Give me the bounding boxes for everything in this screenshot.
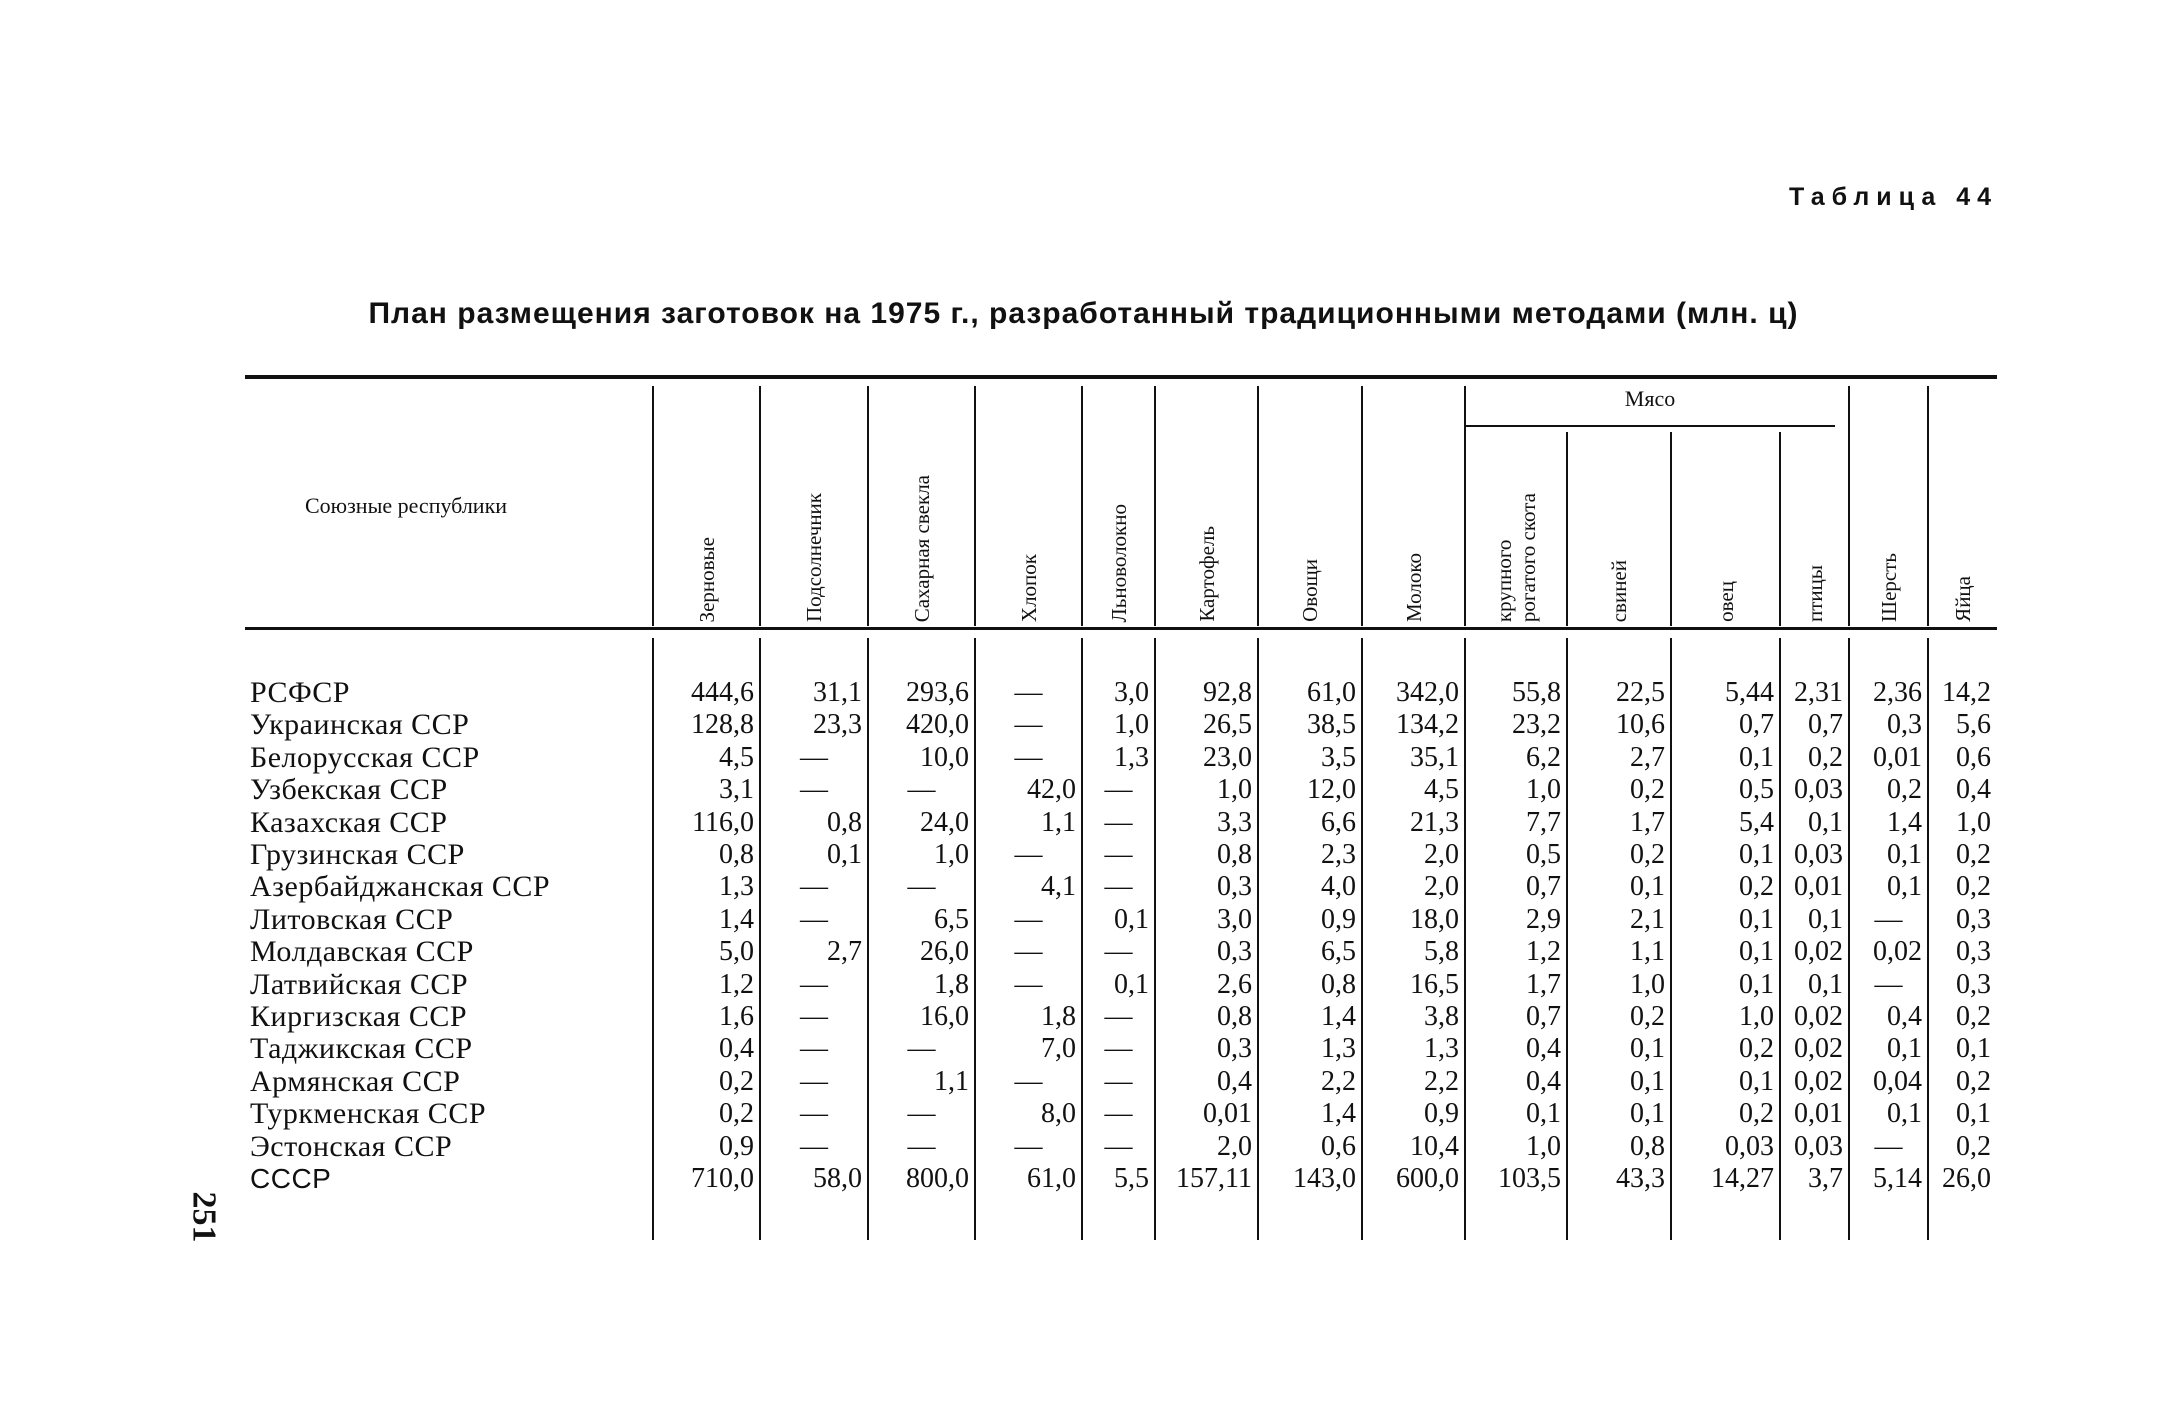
table-cell: 1,3 [1424,1033,1459,1065]
table-cell: 0,2 [1739,871,1774,903]
table-cell: 0,7 [1526,871,1561,903]
column-header-label: Шерсть [1876,552,1901,622]
table-cell: 26,0 [920,936,969,968]
table-cell: 0,4 [1956,774,1991,806]
meat-group-rule [1465,425,1835,427]
table-cell: 0,02 [1794,1001,1843,1032]
table-cell: 0,2 [1739,1098,1774,1130]
table-cell: 0,5 [1739,774,1774,806]
table-cell: 38,5 [1307,709,1356,741]
table-cell: — [1014,903,1043,935]
row-label: Таджикская ССР [250,1032,473,1066]
table-cell: 0,2 [1956,1065,1991,1097]
row-label: Белорусская ССР [250,740,480,774]
table-cell: 600,0 [1396,1163,1459,1194]
table-cell: 0,1 [1956,1033,1991,1065]
table-cell: — [800,1065,828,1097]
table-cell: 3,0 [1217,903,1252,935]
row-label: Латвийская ССР [250,967,469,1001]
table-cell: 2,7 [827,936,862,968]
table-cell: 1,0 [1526,1130,1561,1162]
table-cell: 2,0 [1424,871,1459,903]
table-cell: — [1104,936,1133,968]
table-cell: 0,1 [1630,871,1665,903]
table-cell: 0,01 [1794,871,1843,903]
table-cell: — [1014,709,1043,741]
table-cell: 103,5 [1498,1163,1561,1194]
table-cell: 3,1 [719,774,754,806]
table-cell: — [1014,936,1043,968]
column-header-label: Подсолнечник [802,492,826,622]
column-header-label: Овощи [1298,559,1322,622]
table-cell: — [907,774,936,806]
table-cell: 2,0 [1217,1130,1252,1162]
table-cell: 116,0 [692,806,754,838]
table-cell: 0,1 [1739,741,1774,773]
table-cell: 24,0 [920,806,969,838]
table-cell: 7,7 [1526,806,1561,838]
column-header-grain [653,386,760,622]
table-cell: 1,4 [1321,1098,1356,1130]
table-cell: 0,1 [1887,839,1922,870]
table-cell: 1,1 [1041,806,1076,838]
row-label: Казахская ССР [250,805,448,839]
table-cell: 0,7 [1739,709,1774,741]
table-cell: 18,0 [1410,903,1459,935]
table-cell: — [800,1098,828,1130]
table-cell: 1,0 [1526,774,1561,806]
column-header-eggs [1928,386,1997,622]
row-label: Грузинская ССР [250,838,465,871]
table-cell: 0,03 [1794,1130,1843,1162]
table-cell: 0,01 [1873,741,1922,773]
table-cell: 0,1 [1526,1098,1561,1130]
table-cell: 23,2 [1512,709,1561,741]
column-header-label: Льноволокно [1106,503,1131,622]
table-cell: 0,1 [1887,871,1922,903]
table-cell: — [1104,806,1133,838]
table-cell: 0,02 [1794,936,1843,968]
table-cell: 5,14 [1873,1163,1922,1194]
table-cell: 2,1 [1630,903,1665,935]
table-cell: 61,0 [1307,677,1356,708]
table-cell: 0,7 [1526,1001,1561,1032]
table-cell: 0,2 [1630,774,1665,806]
table-cell: 8,0 [1041,1098,1076,1130]
column-header-sheep [1671,432,1780,622]
table-cell: 1,0 [1956,806,1991,838]
table-cell: 0,9 [1424,1098,1459,1130]
column-header-vegetables [1258,386,1362,622]
table-cell: 293,6 [906,677,969,708]
table-cell: 21,3 [1410,806,1459,838]
table-cell: — [1104,1065,1133,1097]
table-cell: 0,9 [719,1130,754,1162]
table-top-rule [245,375,1997,379]
table-cell: 26,0 [1942,1163,1991,1194]
table-cell: 0,2 [1630,1001,1665,1032]
column-header-label: Хлопок [1016,553,1041,622]
table-cell: 3,7 [1808,1163,1843,1194]
table-cell: 4,1 [1041,871,1076,903]
table-cell: 2,2 [1321,1065,1356,1097]
table-cell: 0,2 [1630,839,1665,870]
table-cell: — [1104,871,1133,903]
table-cell: 128,8 [691,709,754,741]
column-header-cotton [975,386,1082,622]
table-cell: 0,2 [1887,774,1922,806]
table-cell: 710,0 [691,1163,754,1194]
column-header-pigs [1567,432,1671,622]
table-cell: — [907,871,936,903]
table-cell: 0,1 [1114,903,1149,935]
table-cell: — [907,1033,936,1065]
table-cell: 0,3 [1217,1033,1252,1065]
table-cell: 1,0 [1114,709,1149,741]
table-cell: 0,2 [1956,871,1991,903]
table-cell: 16,5 [1410,968,1459,1000]
column-header-label: овец [1713,581,1738,622]
table-cell: 1,1 [934,1065,969,1097]
table-cell: 0,6 [1956,741,1991,773]
table-cell: 1,0 [934,839,969,870]
table-cell: 0,1 [1808,968,1843,1000]
column-header-milk [1362,386,1465,622]
table-cell: 0,1 [1630,1065,1665,1097]
table-cell: 0,2 [719,1065,754,1097]
table-cell: — [800,871,828,903]
table-cell: — [1104,1033,1133,1065]
table-cell: 16,0 [920,1001,969,1032]
table-cell: 0,8 [1217,1001,1252,1032]
table-cell: 12,0 [1307,774,1356,806]
table-cell: — [1874,903,1903,935]
table-cell: 1,0 [1630,968,1665,1000]
table-cell: 0,8 [1217,839,1252,870]
table-cell: 2,6 [1217,968,1252,1000]
table-cell: 1,7 [1526,968,1561,1000]
table-cell: 10,0 [920,741,969,773]
table-cell: 0,3 [1887,709,1922,741]
table-cell: 0,4 [1217,1065,1252,1097]
column-header-label: Молоко [1401,553,1426,622]
table-cell: 61,0 [1027,1163,1076,1194]
table-cell: 0,8 [1630,1130,1665,1162]
table-cell: 1,2 [1526,936,1561,968]
column-header-label: Картофель [1194,526,1219,622]
table-cell: 58,0 [813,1163,862,1194]
row-label: Киргизская ССР [250,1000,468,1033]
table-cell: 0,2 [1739,1033,1774,1065]
table-cell: — [1014,741,1043,773]
table-cell: 1,8 [1041,1001,1076,1032]
table-cell: 14,2 [1942,677,1991,708]
table-cell: 23,3 [813,709,862,741]
table-cell: 0,2 [1956,1001,1991,1032]
table-cell: 1,0 [1739,1001,1774,1032]
table-cell: 4,5 [1424,774,1459,806]
table-cell: 31,1 [813,677,862,708]
table-cell: 0,8 [719,839,754,870]
table-cell: 800,0 [906,1163,969,1194]
table-cell: 2,2 [1424,1065,1459,1097]
table-cell: 0,01 [1794,1098,1843,1130]
table-cell: 0,2 [719,1098,754,1130]
table-cell: 6,5 [934,903,969,935]
column-header-label: крупного рогатого скота [1492,492,1540,622]
table-cell: 143,0 [1293,1163,1356,1194]
table-cell: — [1104,1130,1133,1162]
column-header-poultry [1780,432,1849,622]
table-cell: 1,3 [1321,1033,1356,1065]
row-label: РСФСР [250,676,350,709]
table-cell: 0,1 [1808,903,1843,935]
page-title: План размещения заготовок на 1975 г., разработанный традиционными методами (млн. ц) [368,297,1799,330]
table-cell: 1,1 [1630,936,1665,968]
table-cell: 0,1 [1739,903,1774,935]
table-cell: 5,4 [1739,806,1774,838]
row-label: Узбекская ССР [250,773,448,807]
column-header-label: Зерновые [694,536,719,622]
table-cell: — [1104,839,1133,870]
table-cell: 0,3 [1956,968,1991,1000]
table-cell: 0,1 [1808,806,1843,838]
row-label: Туркменская ССР [250,1097,487,1131]
table-cell: — [1874,1130,1903,1162]
table-cell: — [1104,774,1133,806]
table-cell: 7,0 [1041,1033,1076,1065]
table-cell: 1,2 [719,968,754,1000]
table-cell: 1,0 [1217,774,1252,806]
table-cell: — [907,1098,936,1130]
column-header-cattle [1465,432,1567,622]
column-header-potato [1155,386,1258,622]
meat-group-label: Мясо [1624,386,1676,411]
row-label: Армянская ССР [250,1064,461,1098]
column-header-sugarbeet [868,386,975,622]
table-cell: 5,0 [719,936,754,968]
table-cell: 2,31 [1794,677,1843,708]
table-cell: 23,0 [1203,741,1252,773]
table-cell: 0,2 [1956,839,1991,870]
table-cell: 1,4 [719,903,754,935]
table-cell: — [1874,968,1903,1000]
page-number: 251 [185,1191,223,1243]
table-cell: 0,2 [1808,741,1843,773]
table-cell: 5,5 [1114,1163,1149,1194]
table-cell: — [800,1130,828,1162]
table-cell: 0,02 [1873,936,1922,968]
table-cell: 0,1 [1739,968,1774,1000]
table-cell: — [800,774,828,806]
row-header-label: Союзные республики [305,493,508,518]
table-cell: 134,2 [1396,709,1459,741]
table-cell: 0,9 [1321,903,1356,935]
column-header-flax [1082,386,1155,622]
table-cell: 0,7 [1808,709,1843,741]
table-cell: 35,1 [1410,741,1459,773]
table-cell: 0,4 [1526,1065,1561,1097]
table-cell: 10,6 [1616,709,1665,741]
table-cell: 1,8 [934,968,969,1000]
table-cell: — [800,903,828,935]
table-cell: 3,3 [1217,806,1252,838]
table-cell: 0,6 [1321,1130,1356,1162]
table-cell: 0,01 [1203,1098,1252,1130]
table-cell: 0,1 [1739,839,1774,870]
table-cell: 42,0 [1027,774,1076,806]
table-cell: 0,03 [1794,774,1843,806]
column-header-label: свиней [1607,559,1631,622]
table-cell: 0,1 [1114,968,1149,1000]
table-cell: 2,36 [1873,677,1922,708]
table-cell: 1,7 [1630,806,1665,838]
table-cell: — [800,968,828,1000]
table-cell: 2,3 [1321,839,1356,870]
table-header-rule [245,627,1997,630]
row-label: Эстонская ССР [250,1129,453,1163]
table-cell: 0,1 [1739,1065,1774,1097]
table-cell: 2,7 [1630,741,1665,773]
table-cell: 0,1 [1630,1033,1665,1065]
table-cell: 1,6 [719,1001,754,1032]
table-cell: 0,03 [1725,1130,1774,1162]
table-cell: 0,4 [1526,1033,1561,1065]
table-cell: 22,5 [1616,677,1665,708]
table-cell: 0,1 [1630,1098,1665,1130]
table-cell: 0,3 [1956,903,1991,935]
table-cell: 10,4 [1410,1130,1459,1162]
column-header-label: птицы [1802,564,1827,622]
table-cell: — [1014,1065,1043,1097]
row-label: Литовская ССР [250,902,454,936]
table-cell: 0,4 [1887,1001,1922,1032]
table-cell: 0,1 [1887,1033,1922,1065]
table-cell: 4,0 [1321,871,1356,903]
table-cell: — [1104,1001,1133,1032]
table-cell: — [907,1130,936,1162]
table-cell: — [1014,968,1043,1000]
table-cell: 0,3 [1217,936,1252,968]
table-cell: 0,2 [1956,1130,1991,1162]
table-cell: — [800,741,828,773]
table-cell: 6,2 [1526,741,1561,773]
table-cell: 1,3 [1114,741,1149,773]
table-cell: 3,8 [1424,1001,1459,1032]
table-cell: 1,4 [1887,806,1922,838]
table-cell: 5,8 [1424,936,1459,968]
table-cell: 0,03 [1794,839,1843,870]
table-cell: 14,27 [1711,1163,1774,1194]
table-cell: 0,1 [827,839,862,870]
table-cell: 3,0 [1114,677,1149,708]
table-cell: 4,5 [719,741,754,773]
table-cell: 0,3 [1956,936,1991,968]
table-cell: 2,9 [1526,903,1561,935]
table-cell: 420,0 [906,709,969,741]
table-cell: 0,8 [1321,968,1356,1000]
table-cell: 1,4 [1321,1001,1356,1032]
table-cell: — [1014,677,1043,708]
table-cell: 5,6 [1956,709,1991,741]
table-cell: 26,5 [1203,709,1252,741]
column-header-wool [1849,386,1928,622]
row-label: Молдавская ССР [250,935,474,969]
row-label: Украинская ССР [250,708,470,742]
table-cell: 3,5 [1321,741,1356,773]
table-cell: 6,6 [1321,806,1356,838]
table-cell: 0,3 [1217,871,1252,903]
table-cell: 2,0 [1424,839,1459,870]
table-cell: 0,8 [827,806,862,838]
table-cell: 55,8 [1512,677,1561,708]
table-label: Таблица 44 [1789,183,1998,211]
table-cell: 5,44 [1725,677,1774,708]
table-cell: 0,1 [1739,936,1774,968]
column-header-sunflower [760,386,868,622]
table-cell: 6,5 [1321,936,1356,968]
table-cell: 0,02 [1794,1033,1843,1065]
table-cell: — [800,1001,828,1032]
table-cell: 0,04 [1873,1065,1922,1097]
row-label: Азербайджанская ССР [250,870,551,904]
table-cell: 0,4 [719,1033,754,1065]
table-cell: 0,5 [1526,839,1561,870]
table-cell: 444,6 [691,677,754,708]
column-header-label: Сахарная свекла [909,474,934,622]
table-cell: 0,1 [1887,1098,1922,1130]
table-cell: — [800,1033,828,1065]
table-cell: — [1104,1098,1133,1130]
table-cell: 157,11 [1176,1163,1252,1194]
row-label: СССР [250,1163,332,1194]
table-cell: 1,3 [719,871,754,903]
table-cell: 0,1 [1956,1098,1991,1130]
table-cell: 43,3 [1616,1163,1665,1194]
table-cell: — [1014,839,1043,870]
column-header-label: Яйца [1950,576,1975,622]
table-cell: 342,0 [1396,677,1459,708]
table-cell: 92,8 [1203,677,1252,708]
table-cell: — [1014,1130,1043,1162]
table-cell: 0,02 [1794,1065,1843,1097]
